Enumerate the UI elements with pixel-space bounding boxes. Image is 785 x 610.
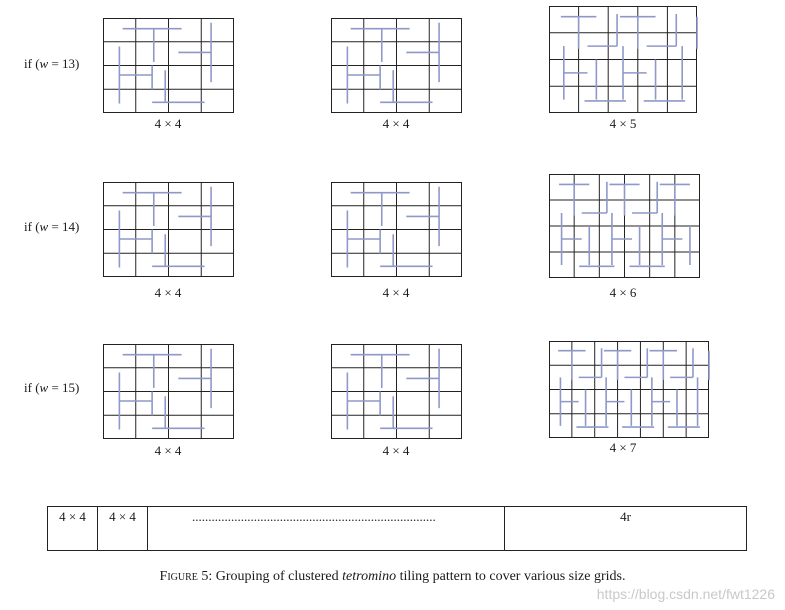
strip-divider (48, 507, 505, 550)
tiling-grid (549, 6, 697, 113)
grid-svg (549, 6, 697, 113)
watermark: https://blog.csdn.net/fwt1226 (596, 586, 775, 602)
row-label-w13: if (w = 13) (24, 56, 80, 71)
tiling-grid (331, 344, 462, 439)
row-label-w14: if (w = 14) (24, 219, 80, 234)
row-label-w15: if (w = 15) (24, 380, 80, 395)
strip-ellipsis: ........................................................................... (192, 509, 436, 524)
strip-cell-4r: 4r (620, 509, 631, 524)
size-label: 4 × 4 (382, 285, 410, 300)
size-label: 4 × 6 (609, 285, 637, 300)
tiling-grid (331, 18, 462, 113)
tiling-grid (103, 344, 234, 439)
tiling-grid (331, 182, 462, 277)
grid-svg (331, 18, 462, 113)
size-label: 4 × 4 (154, 116, 182, 131)
grid-svg (103, 344, 234, 439)
grid-svg (103, 182, 234, 277)
strip-cell-4x4-a: 4 × 4 (48, 507, 98, 550)
tiling-grid (103, 18, 234, 113)
size-label: 4 × 7 (609, 440, 637, 455)
tiling-grid (103, 182, 234, 277)
grouping-strip (47, 506, 747, 551)
size-label: 4 × 5 (609, 116, 637, 131)
size-label: 4 × 4 (382, 443, 410, 458)
grid-svg (331, 182, 462, 277)
figure-label: Figure 5: (159, 569, 213, 584)
figure-caption: Figure 5: Grouping of clustered tetromino tiling pattern to cover various size grids. (159, 569, 626, 584)
tiling-grid (549, 174, 700, 278)
grid-svg (549, 174, 700, 278)
size-label: 4 × 4 (154, 443, 182, 458)
size-label: 4 × 4 (154, 285, 182, 300)
grid-svg (549, 341, 709, 438)
grid-svg (331, 344, 462, 439)
size-label: 4 × 4 (382, 116, 410, 131)
tiling-grid (549, 341, 709, 438)
grid-svg (103, 18, 234, 113)
strip-cell-4x4-b: 4 × 4 (98, 507, 148, 550)
